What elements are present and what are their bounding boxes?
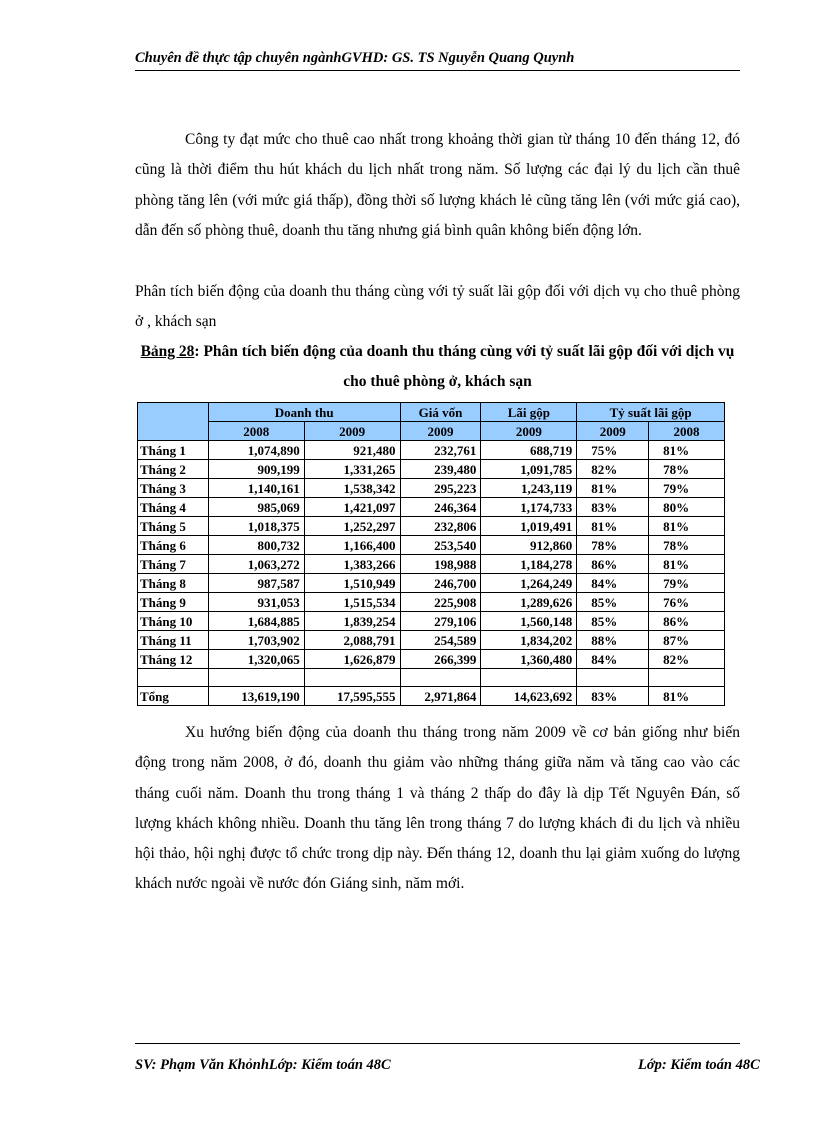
cell-revenue-2008: 987,587 bbox=[208, 574, 304, 593]
cell-revenue-2008: 931,053 bbox=[208, 593, 304, 612]
spacer-cell bbox=[304, 669, 400, 687]
table-row bbox=[138, 612, 725, 631]
cell-month-label: Tháng 3 bbox=[138, 479, 209, 498]
table-row bbox=[138, 479, 725, 498]
spacer-cell bbox=[481, 669, 577, 687]
table-row bbox=[138, 460, 725, 479]
spacer-cell bbox=[208, 669, 304, 687]
spacer-cell bbox=[138, 669, 209, 687]
cell-month-label: Tháng 5 bbox=[138, 517, 209, 536]
cell-margin-2008: 81% bbox=[649, 687, 725, 706]
header-margin: Tỷ suất lãi gộp bbox=[577, 403, 725, 422]
cell-revenue-2008: 1,018,375 bbox=[208, 517, 304, 536]
cell-cost-2009: 232,761 bbox=[400, 441, 481, 460]
cell-month-label: Tháng 1 bbox=[138, 441, 209, 460]
table-row bbox=[138, 555, 725, 574]
cell-margin-2008: 87% bbox=[649, 631, 725, 650]
cell-cost-2009: 232,806 bbox=[400, 517, 481, 536]
table-header-row-years bbox=[138, 422, 725, 441]
cell-month-label: Tháng 9 bbox=[138, 593, 209, 612]
cell-cost-2009: 246,700 bbox=[400, 574, 481, 593]
page-header: Chuyên đề thực tập chuyên ngànhGVHD: GS. TS Nguyễn Quang Quynh bbox=[135, 50, 740, 71]
spacer-cell bbox=[649, 669, 725, 687]
cell-gross-profit-2009: 1,019,491 bbox=[481, 517, 577, 536]
cell-revenue-2009: 1,421,097 bbox=[304, 498, 400, 517]
cell-margin-2008: 81% bbox=[649, 517, 725, 536]
footer-student: SV: Phạm Văn KhỏnhLớp: Kiểm toán 48C bbox=[135, 1057, 391, 1073]
cell-margin-2009: 83% bbox=[577, 498, 649, 517]
cell-cost-2009: 246,364 bbox=[400, 498, 481, 517]
cell-month-label: Tháng 4 bbox=[138, 498, 209, 517]
cell-margin-2009: 85% bbox=[577, 593, 649, 612]
cell-cost-2009: 254,589 bbox=[400, 631, 481, 650]
cell-cost-2009: 295,223 bbox=[400, 479, 481, 498]
header-year: 2008 bbox=[208, 422, 304, 441]
cell-gross-profit-2009: 1,560,148 bbox=[481, 612, 577, 631]
cell-revenue-2008: 909,199 bbox=[208, 460, 304, 479]
cell-revenue-2009: 1,515,534 bbox=[304, 593, 400, 612]
cell-revenue-2009: 1,538,342 bbox=[304, 479, 400, 498]
table-caption bbox=[135, 337, 740, 397]
cell-month-label: Tháng 11 bbox=[138, 631, 209, 650]
cell-cost-2009: 198,988 bbox=[400, 555, 481, 574]
header-gross-profit: Lãi gộp bbox=[481, 403, 577, 422]
cell-cost-2009: 2,971,864 bbox=[400, 687, 481, 706]
cell-margin-2008: 81% bbox=[649, 441, 725, 460]
table-caption-label: Bảng 28 bbox=[140, 343, 195, 360]
cell-cost-2009: 225,908 bbox=[400, 593, 481, 612]
cell-revenue-2008: 800,732 bbox=[208, 536, 304, 555]
cell-gross-profit-2009: 1,091,785 bbox=[481, 460, 577, 479]
paragraph-trend: Xu hướng biến động của doanh thu tháng trong năm 2009 về cơ bản giống như biến động trong năm 2008, ở đó, doanh thu giảm vào những tháng giữa năm và tăng cao vào các tháng cuối năm. Doanh thu trong tháng 1 và tháng 2 thấp do đây là dịp Tết Nguyên Đán, số lượng khách không nhiều. Doanh thu tăng lên trong tháng 7 do lượng khách đi du lịch và nhiều hội thảo, hội nghị được tổ chức trong dịp này. Đến tháng 12, doanh thu lại giảm xuống do lượng khách nước ngoài về nước đón Giáng sinh, năm mới. bbox=[135, 724, 740, 893]
cell-margin-2008: 81% bbox=[649, 555, 725, 574]
cell-margin-2008: 86% bbox=[649, 612, 725, 631]
cell-gross-profit-2009: 1,834,202 bbox=[481, 631, 577, 650]
cell-revenue-2009: 1,331,265 bbox=[304, 460, 400, 479]
header-year: 2009 bbox=[577, 422, 649, 441]
cell-gross-profit-2009: 1,289,626 bbox=[481, 593, 577, 612]
table-row bbox=[138, 498, 725, 517]
cell-gross-profit-2009: 912,860 bbox=[481, 536, 577, 555]
cell-margin-2008: 79% bbox=[649, 479, 725, 498]
cell-revenue-2008: 1,684,885 bbox=[208, 612, 304, 631]
table-header-row-groups bbox=[138, 403, 725, 422]
cell-margin-2008: 76% bbox=[649, 593, 725, 612]
cell-revenue-2008: 1,063,272 bbox=[208, 555, 304, 574]
cell-margin-2009: 84% bbox=[577, 650, 649, 669]
table-row bbox=[138, 517, 725, 536]
cell-margin-2009: 88% bbox=[577, 631, 649, 650]
cell-margin-2008: 78% bbox=[649, 460, 725, 479]
cell-revenue-2008: 1,320,065 bbox=[208, 650, 304, 669]
cell-revenue-2009: 1,252,297 bbox=[304, 517, 400, 536]
header-empty-cell bbox=[138, 403, 209, 441]
cell-revenue-2009: 1,383,266 bbox=[304, 555, 400, 574]
header-cost: Giá vốn bbox=[400, 403, 481, 422]
cell-gross-profit-2009: 1,360,480 bbox=[481, 650, 577, 669]
cell-revenue-2009: 1,839,254 bbox=[304, 612, 400, 631]
cell-revenue-2008: 1,140,161 bbox=[208, 479, 304, 498]
cell-revenue-2009: 2,088,791 bbox=[304, 631, 400, 650]
cell-revenue-2009: 921,480 bbox=[304, 441, 400, 460]
footer-rule bbox=[135, 1043, 740, 1044]
cell-month-label: Tháng 7 bbox=[138, 555, 209, 574]
cell-margin-2009: 84% bbox=[577, 574, 649, 593]
cell-revenue-2009: 1,510,949 bbox=[304, 574, 400, 593]
header-year: 2009 bbox=[304, 422, 400, 441]
cell-month-label: Tổng bbox=[138, 687, 209, 706]
paragraph-analysis-intro: Phân tích biến động của doanh thu tháng cùng với tỷ suất lãi gộp đối với dịch vụ cho thuê phòng ở , khách sạn bbox=[135, 283, 740, 331]
cell-margin-2009: 83% bbox=[577, 687, 649, 706]
cell-month-label: Tháng 10 bbox=[138, 612, 209, 631]
footer-class: Lớp: Kiểm toán 48C bbox=[638, 1057, 760, 1073]
cell-gross-profit-2009: 1,264,249 bbox=[481, 574, 577, 593]
cell-gross-profit-2009: 1,243,119 bbox=[481, 479, 577, 498]
spacer-cell bbox=[400, 669, 481, 687]
cell-cost-2009: 253,540 bbox=[400, 536, 481, 555]
cell-margin-2008: 79% bbox=[649, 574, 725, 593]
table-row bbox=[138, 441, 725, 460]
cell-month-label: Tháng 8 bbox=[138, 574, 209, 593]
table-row bbox=[138, 536, 725, 555]
cell-margin-2009: 82% bbox=[577, 460, 649, 479]
cell-month-label: Tháng 2 bbox=[138, 460, 209, 479]
cell-month-label: Tháng 12 bbox=[138, 650, 209, 669]
revenue-margin-table bbox=[137, 402, 725, 706]
paragraph-intro: Công ty đạt mức cho thuê cao nhất trong khoảng thời gian từ tháng 10 đến tháng 12, đó cũng là thời điểm thu hút khách du lịch nhất trong năm. Số lượng các đại lý du lịch cần thuê phòng tăng lên (với mức giá thấp), đồng thời số lượng khách lẻ cũng tăng lên (với mức giá cao), dẫn đến số phòng thuê, doanh thu tăng nhưng giá bình quân không biến động lớn. bbox=[135, 131, 740, 239]
cell-revenue-2009: 1,626,879 bbox=[304, 650, 400, 669]
cell-revenue-2009: 17,595,555 bbox=[304, 687, 400, 706]
table-row-spacer bbox=[138, 669, 725, 687]
table-row bbox=[138, 593, 725, 612]
table-body bbox=[138, 441, 725, 706]
cell-cost-2009: 239,480 bbox=[400, 460, 481, 479]
cell-margin-2009: 81% bbox=[577, 517, 649, 536]
cell-gross-profit-2009: 688,719 bbox=[481, 441, 577, 460]
cell-margin-2008: 78% bbox=[649, 536, 725, 555]
table-row bbox=[138, 650, 725, 669]
cell-gross-profit-2009: 1,184,278 bbox=[481, 555, 577, 574]
table-caption-text: : Phân tích biến động của doanh thu tháng cùng với tỷ suất lãi gộp đối với dịch vụ cho thuê phòng ở, khách sạn bbox=[194, 343, 735, 390]
cell-revenue-2008: 1,703,902 bbox=[208, 631, 304, 650]
cell-gross-profit-2009: 14,623,692 bbox=[481, 687, 577, 706]
header-year: 2009 bbox=[400, 422, 481, 441]
header-revenue: Doanh thu bbox=[208, 403, 400, 422]
cell-margin-2009: 75% bbox=[577, 441, 649, 460]
cell-margin-2009: 86% bbox=[577, 555, 649, 574]
cell-cost-2009: 266,399 bbox=[400, 650, 481, 669]
cell-margin-2008: 82% bbox=[649, 650, 725, 669]
cell-margin-2009: 78% bbox=[577, 536, 649, 555]
table-row-total bbox=[138, 687, 725, 706]
table-row bbox=[138, 574, 725, 593]
cell-revenue-2009: 1,166,400 bbox=[304, 536, 400, 555]
table-row bbox=[138, 631, 725, 650]
cell-margin-2009: 85% bbox=[577, 612, 649, 631]
cell-gross-profit-2009: 1,174,733 bbox=[481, 498, 577, 517]
cell-month-label: Tháng 6 bbox=[138, 536, 209, 555]
cell-revenue-2008: 985,069 bbox=[208, 498, 304, 517]
cell-margin-2009: 81% bbox=[577, 479, 649, 498]
cell-revenue-2008: 1,074,890 bbox=[208, 441, 304, 460]
header-year: 2008 bbox=[649, 422, 725, 441]
header-year: 2009 bbox=[481, 422, 577, 441]
cell-margin-2008: 80% bbox=[649, 498, 725, 517]
cell-revenue-2008: 13,619,190 bbox=[208, 687, 304, 706]
cell-cost-2009: 279,106 bbox=[400, 612, 481, 631]
spacer-cell bbox=[577, 669, 649, 687]
